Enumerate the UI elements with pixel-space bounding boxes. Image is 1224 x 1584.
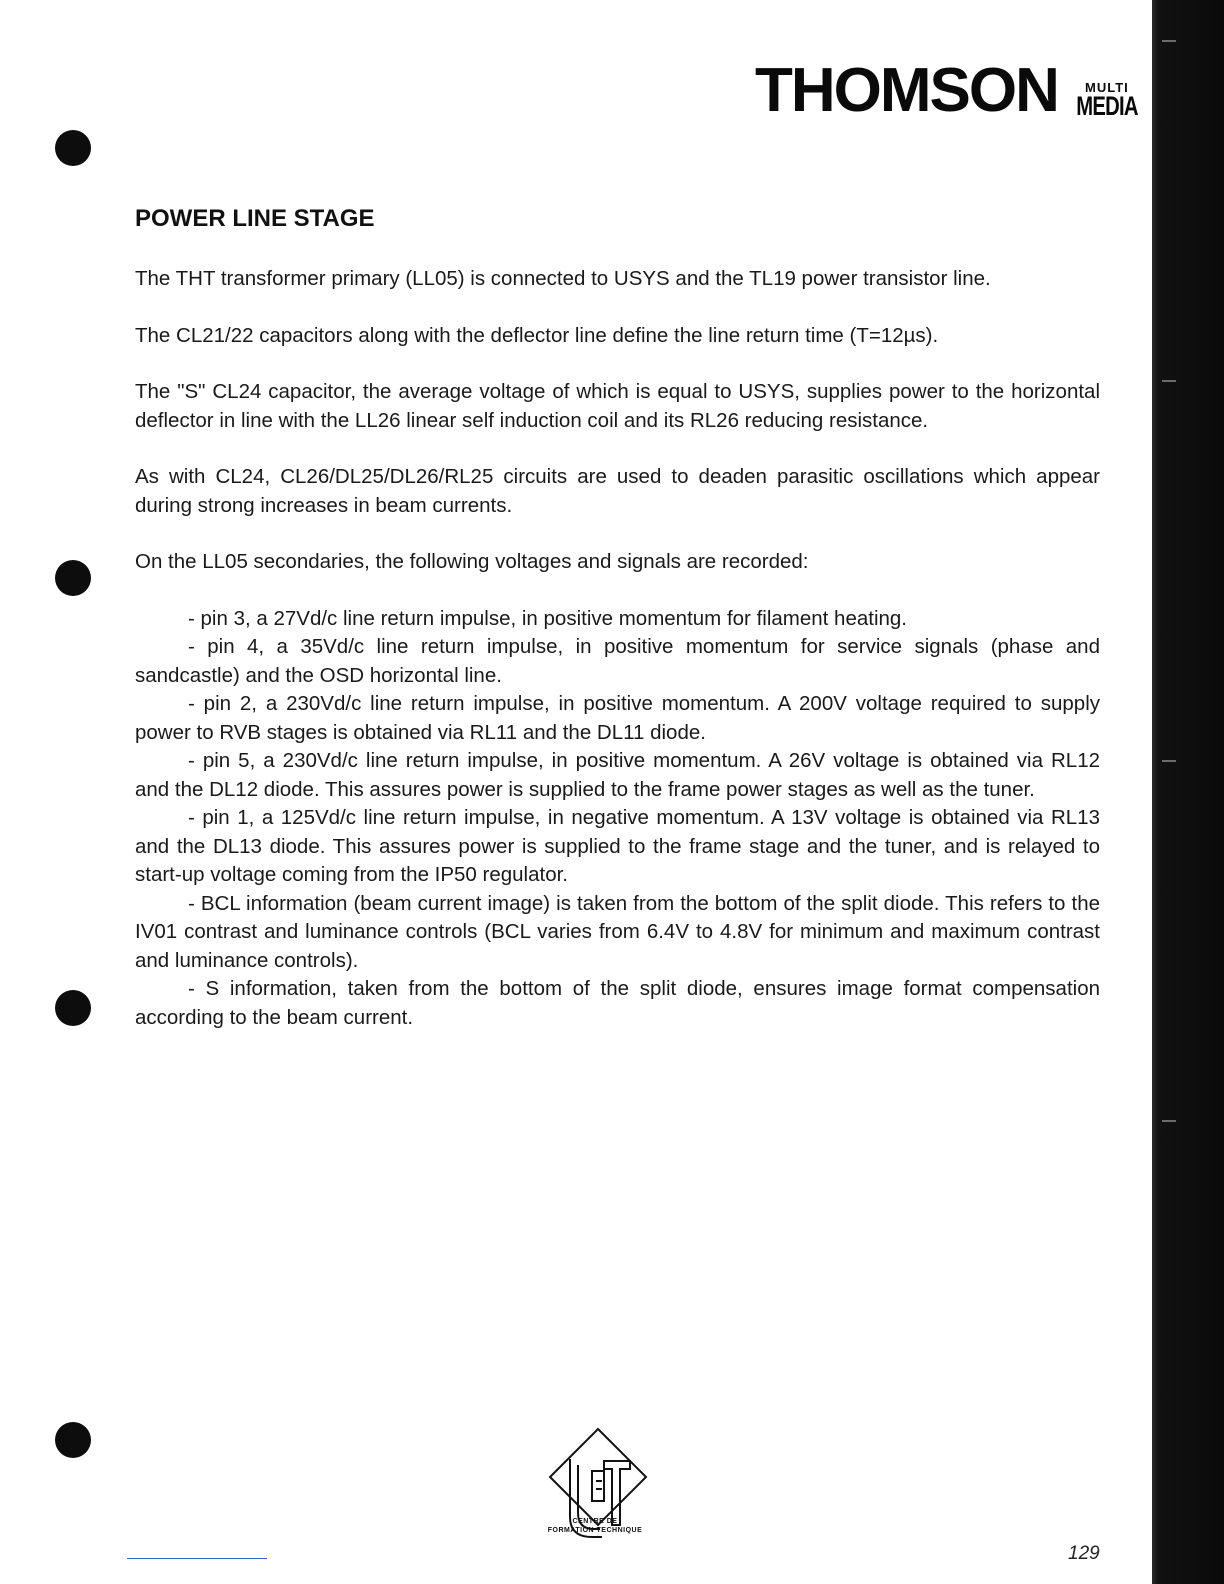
punch-hole	[55, 560, 91, 596]
list-item: - pin 5, a 230Vd/c line return impulse, in positive momentum. A 26V voltage is obtained via RL12 and the DL12 diode. This assures power is supplied to the frame power stages as well as the tuner.	[135, 749, 1100, 801]
cft-logo-icon	[538, 1404, 658, 1566]
logo-wordmark: THOMSON	[755, 56, 1058, 125]
logo-multi: MULTI	[1085, 80, 1129, 95]
paragraph: As with CL24, CL26/DL25/DL26/RL25 circuits are used to deaden parasitic oscillations which appear during strong increases in beam currents.	[135, 465, 1100, 517]
list-item: - pin 1, a 125Vd/c line return impulse, in negative momentum. A 13V voltage is obtained via RL13 and the DL13 diode. This assures power is supplied to the frame stage and the tuner, and is relayed to start-up voltage coming from the IP50 regulator.	[135, 806, 1100, 886]
secondary-pin-list	[135, 605, 1100, 1033]
caption-line: FORMATION TECHNIQUE	[547, 1527, 643, 1534]
page-number: 129	[1068, 1543, 1100, 1564]
punch-hole	[55, 130, 91, 166]
logo-multimedia	[1066, 81, 1148, 120]
list-item: - pin 2, a 230Vd/c line return impulse, in positive momentum. A 200V voltage required to supply power to RVB stages is obtained via RL11 and the DL11 diode.	[135, 692, 1100, 744]
list-item: - S information, taken from the bottom of the split diode, ensures image format compensation according to the beam current.	[135, 977, 1100, 1029]
cft-caption	[520, 1517, 670, 1535]
scan-edge	[1152, 0, 1224, 1584]
punch-hole	[55, 990, 91, 1026]
list-item: - pin 3, a 27Vd/c line return impulse, in positive momentum for filament heating.	[188, 606, 907, 630]
list-item: - pin 4, a 35Vd/c line return impulse, in positive momentum for service signals (phase and sandcastle) and the OSD horizontal line.	[135, 635, 1100, 687]
document-body	[135, 205, 1100, 1032]
footer-rule	[127, 1558, 267, 1559]
paragraph: The "S" CL24 capacitor, the average voltage of which is equal to USYS, supplies power to the horizontal deflector in line with the LL26 linear self induction coil and its RL26 reducing resistance.	[135, 380, 1100, 432]
list-item: - BCL information (beam current image) is taken from the bottom of the split diode. This refers to the IV01 contrast and luminance controls (BCL varies from 6.4V to 4.8V for minimum and maximum contrast and luminance controls).	[135, 891, 1100, 972]
caption-line: CENTRE DE	[572, 1518, 618, 1525]
brand-logo	[755, 56, 1148, 125]
scan-speck	[1162, 380, 1176, 382]
paragraph: On the LL05 secondaries, the following voltages and signals are recorded:	[135, 550, 809, 573]
page-title: POWER LINE STAGE	[135, 205, 375, 232]
punch-hole	[55, 1422, 91, 1458]
paragraph: The THT transformer primary (LL05) is connected to USYS and the TL19 power transistor line.	[135, 267, 991, 290]
paragraph: The CL21/22 capacitors along with the deflector line define the line return time (T=12µs).	[135, 323, 939, 347]
logo-media: MEDIA	[1076, 91, 1138, 121]
scan-speck	[1162, 40, 1176, 42]
scan-speck	[1162, 760, 1176, 762]
scan-speck	[1162, 1120, 1176, 1122]
